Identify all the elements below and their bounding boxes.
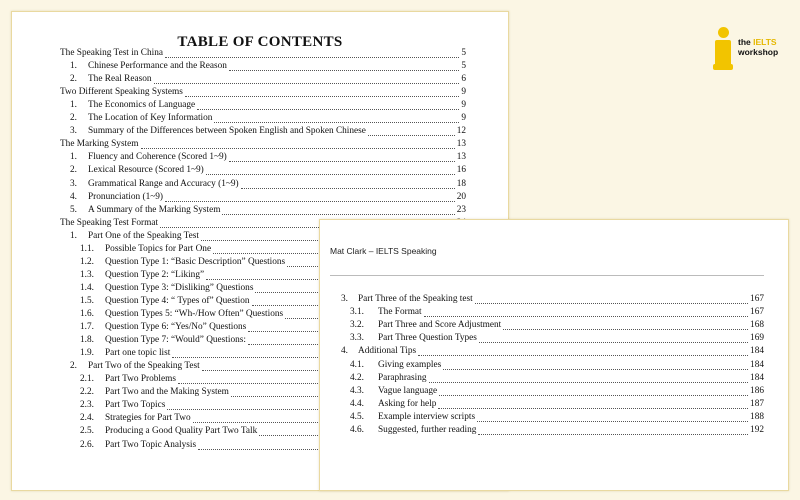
toc-entry-label: The Format (378, 307, 422, 318)
ielts-workshop-logo (713, 27, 793, 73)
toc-entry-page: 16 (456, 165, 466, 176)
toc-entry-number: 1.9. (80, 348, 94, 359)
toc-entry-label: The Location of Key Information (88, 113, 213, 124)
toc-entry-label: Fluency and Coherence (Scored 1~9) (88, 152, 227, 163)
toc-entry-label: Paraphrasing (378, 372, 427, 383)
toc-entry-number: 4.4. (350, 398, 364, 409)
toc-entry-label: Summary of the Differences between Spoken English and Spoken Chinese (88, 126, 366, 137)
toc-entry-page: 18 (456, 178, 466, 189)
toc-leader-dots (141, 142, 455, 149)
toc-entry-label: Example interview scripts (378, 411, 476, 422)
toc-entry-page: 9 (461, 113, 466, 124)
toc-leader-dots (185, 90, 459, 97)
toc-entry-number: 3. (70, 126, 77, 137)
toc-entry-label: Question Type 2: “Liking” (105, 269, 205, 280)
toc-entry-number: 4. (70, 191, 77, 202)
toc-entry-page: 9 (461, 100, 466, 111)
toc-entry-number: 1.7. (80, 322, 94, 333)
toc-entry-page: 6 (461, 74, 466, 85)
toc-entry-number: 3. (70, 178, 77, 189)
toc-leader-dots (154, 77, 460, 84)
toc-entry-number: 2. (70, 361, 77, 372)
logo-ielts: IELTS (753, 37, 777, 47)
toc-entry-page: 5 (461, 48, 466, 58)
toc-entry-number: 2.1. (80, 374, 94, 385)
toc-entry-label: Question Type 7: “Would” Questions: (105, 335, 246, 346)
toc-entry-label: Part Two Topics (105, 400, 166, 411)
toc-entry (70, 61, 466, 74)
toc-entry-label: Question Type 6: “Yes/No” Questions (105, 322, 247, 333)
toc-entry-number: 1.2. (80, 256, 94, 267)
toc-entry-label: Strategies for Part Two (105, 413, 191, 424)
toc-entry-number: 1. (70, 100, 77, 111)
toc-entry-number: 1.5. (80, 295, 94, 306)
toc-entry-label: A Summary of the Marking System (88, 204, 221, 215)
toc-entry-number: 3. (341, 294, 348, 304)
toc-leader-dots (368, 129, 455, 136)
toc-leader-dots (438, 402, 748, 409)
toc-entry-page: 5 (461, 61, 466, 72)
toc-entry-page: 188 (750, 411, 764, 422)
toc-entry-label: Part Two and the Making System (105, 387, 229, 398)
toc-entry (70, 100, 466, 113)
toc-entry (341, 294, 764, 307)
toc-entry-label: The Economics of Language (88, 100, 196, 111)
toc-entry-number: 2.5. (80, 426, 94, 437)
toc-entry-label: The Speaking Test in China (60, 48, 163, 58)
toc-leader-dots (165, 195, 455, 202)
toc-title: TABLE OF CONTENTS (177, 34, 343, 50)
toc-entry (70, 113, 466, 126)
page-header: Mat Clark – IELTS Speaking (330, 246, 437, 256)
toc-leader-dots (214, 116, 459, 123)
toc-entry-label: Suggested, further reading (378, 425, 477, 435)
logo-the: the (738, 37, 754, 47)
toc-leader-dots (206, 168, 455, 175)
toc-entry-number: 2.2. (80, 387, 94, 398)
toc-entry-page: 9 (461, 87, 466, 98)
toc-entry-page: 13 (456, 139, 466, 150)
toc-entry (70, 165, 466, 178)
toc-entry-number: 1. (70, 230, 77, 241)
toc-entry-page: 184 (750, 346, 764, 357)
toc-entry (70, 192, 466, 205)
toc-entry-label: Part Three Question Types (378, 333, 477, 344)
toc-leader-dots (479, 336, 748, 343)
toc-entry (350, 412, 764, 425)
logo-i-icon (715, 40, 731, 70)
toc-entry-number: 1.6. (80, 309, 94, 319)
toc-entry-label: Part Two Topic Analysis (105, 439, 197, 450)
toc-entry (350, 360, 764, 373)
toc-entry-label: Giving examples (378, 359, 442, 370)
toc-entry-label: Pronunciation (1~9) (88, 191, 164, 202)
toc-leader-dots (478, 428, 748, 435)
toc-entry-label: Vague language (378, 385, 438, 396)
toc-entry-label: Additional Tips (358, 346, 417, 357)
toc-entry-number: 1.3. (80, 269, 94, 280)
toc-entry-label: Chinese Performance and the Reason (88, 61, 227, 72)
toc-entry-label: Producing a Good Quality Part Two Talk (105, 426, 258, 437)
toc-entry-number: 2.4. (80, 413, 94, 424)
toc-entry-page: 167 (750, 307, 764, 318)
toc-entry-number: 4.3. (350, 385, 364, 396)
logo-workshop: workshop (738, 47, 779, 57)
logo-text (738, 37, 778, 57)
toc-entry (350, 425, 764, 438)
toc-entry (70, 152, 466, 165)
toc-leader-dots (443, 363, 748, 370)
toc-entry-page: 184 (750, 372, 764, 383)
toc-entry (350, 307, 764, 320)
toc-entry-page: 167 (750, 294, 764, 304)
toc-leader-dots (475, 297, 748, 304)
toc-entry-number: 1. (70, 152, 77, 163)
toc-entry-page: 20 (456, 191, 466, 202)
toc-entry (60, 87, 466, 100)
toc-entry-page: 187 (750, 398, 764, 409)
toc-leader-dots (477, 415, 748, 422)
logo-dot-icon (718, 27, 729, 38)
toc-entry-page: 192 (750, 425, 764, 435)
toc-entry (70, 74, 466, 87)
toc-entry-number: 4. (341, 346, 348, 357)
toc-entry-number: 2. (70, 165, 77, 176)
toc-entry-label: Lexical Resource (Scored 1~9) (88, 165, 204, 176)
toc-leader-dots (197, 103, 459, 110)
toc-page-two (319, 219, 789, 491)
toc-entry-number: 3.3. (350, 333, 364, 344)
toc-leader-dots (229, 155, 455, 162)
toc-entry (350, 320, 764, 333)
toc-entry-label: Asking for help (378, 398, 437, 409)
toc-entry-number: 1.8. (80, 335, 94, 346)
toc-entry-number: 2.3. (80, 400, 94, 411)
toc-entry-label: Part One of the Speaking Test (88, 230, 199, 241)
toc-leader-dots (222, 208, 454, 215)
toc-entry-label: Part one topic list (105, 348, 171, 359)
toc-entry-page: 23 (456, 204, 466, 215)
toc-entry-label: Question Type 3: “Disliking” Questions (105, 282, 254, 293)
toc-leader-dots (418, 349, 748, 356)
toc-entry-number: 1.4. (80, 282, 94, 293)
toc-entry (60, 139, 466, 152)
toc-entry-number: 4.5. (350, 411, 364, 422)
toc-entry (70, 205, 466, 218)
toc-entry-label: Grammatical Range and Accuracy (1~9) (88, 178, 239, 189)
toc-leader-dots (241, 182, 455, 189)
toc-entry-page: 186 (750, 385, 764, 396)
toc-entry-label: Question Type 4: “ Types of” Question (105, 295, 250, 306)
toc-entry (70, 179, 466, 192)
toc-entry-number: 2. (70, 113, 77, 124)
toc-entry (350, 333, 764, 346)
toc-entry (350, 373, 764, 386)
toc-entry-label: The Marking System (60, 139, 139, 150)
toc-leader-dots (229, 64, 459, 71)
toc-entry (70, 126, 466, 139)
toc-entry (60, 48, 466, 61)
toc-entry-number: 1.1. (80, 243, 94, 254)
toc-entry-page: 169 (750, 333, 764, 344)
toc-entry-number: 1. (70, 61, 77, 72)
toc-leader-dots (424, 310, 748, 317)
toc-entry-page: 13 (456, 152, 466, 163)
toc-entry-number: 2.6. (80, 439, 94, 450)
toc-entry-label: Two Different Speaking Systems (60, 87, 183, 98)
toc-entry (341, 346, 764, 359)
toc-entry-label: Part Two of the Speaking Test (88, 361, 200, 372)
toc-entry-number: 4.2. (350, 372, 364, 383)
toc-entry-label: Possible Topics for Part One (105, 243, 212, 254)
toc-leader-dots (165, 51, 459, 58)
toc-entry-number: 4.1. (350, 359, 364, 370)
toc-entry (350, 399, 764, 412)
toc-entry-label: The Real Reason (88, 74, 152, 85)
toc-entry-label: The Speaking Test Format (60, 217, 159, 228)
toc-entry-label: Part Three of the Speaking test (358, 294, 473, 304)
toc-entry-number: 3.1. (350, 307, 364, 318)
toc-entry-number: 4.6. (350, 425, 364, 435)
toc-entry-number: 3.2. (350, 320, 364, 331)
toc-leader-dots (439, 389, 748, 396)
toc-entry-number: 2. (70, 74, 77, 85)
toc-leader-dots (429, 376, 749, 383)
header-rule (330, 275, 764, 276)
toc-entry-label: Part Two Problems (105, 374, 176, 385)
toc-entry-label: Question Types 5: “Wh-/How Often” Questions (105, 309, 284, 319)
toc-entry-label: Part Three and Score Adjustment (378, 320, 502, 331)
toc-entry (350, 386, 764, 399)
toc-entry-label: Question Type 1: “Basic Description” Questions (105, 256, 286, 267)
toc-entry-number: 5. (70, 204, 77, 215)
toc-entry-page: 168 (750, 320, 764, 331)
toc-entry-page: 184 (750, 359, 764, 370)
toc-entry-page: 12 (456, 126, 466, 137)
toc-leader-dots (503, 323, 748, 330)
